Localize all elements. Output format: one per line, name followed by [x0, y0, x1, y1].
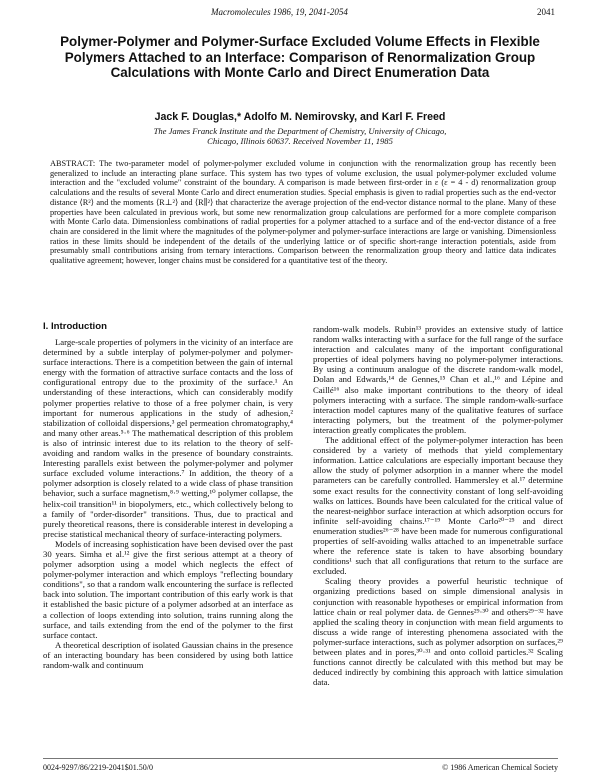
received-date: Received November 11, 1985 [292, 136, 393, 146]
page-number: 2041 [537, 7, 555, 17]
affiliation-city: Chicago, Illinois 60637. [207, 136, 291, 146]
paper-title: Polymer-Polymer and Polymer-Surface Excluded Volume Effects in Flexible Polymers Attached to an Interface: Comparison of Renormalization Group Calculations with Monte Carlo and Direct Enumeration Data [60, 34, 540, 80]
body-column-left [43, 337, 293, 670]
footer-rule [43, 758, 558, 759]
paragraph: A theoretical description of isolated Gaussian chains in the presence of an interacting boundary has been considered by using both lattice random-walk and continuum [43, 639, 293, 670]
paragraph: random-walk models. Rubin¹³ provides an extensive study of lattice random walks interacting with a surface for the full range of the surface interaction and calculates many of the important configurational properties of ideal polymers having no polymer-polymer interactions. By using a continuum analogue of the discrete random-walk model, Dolan and Edwards,¹⁴ de Gennes,¹⁵ Chan et al.,¹⁶ and Lépine and Caillé¹⁶ also make important contributions to the theory of ideal polymers interacting with a surface. The simple random-walk-surface interaction model captures many of the qualitative features of surface interacting polymers, but the treatment of the polymer-polymer interaction greatly complicates the problem. [313, 324, 563, 435]
footer-code: 0024-9297/86/2219-2041$01.50/0 [43, 763, 153, 772]
paragraph: The additional effect of the polymer-polymer interaction has been considered by a variety of methods that yield complementary information. Lattice calculations are especially important because they allow the study of polymer adsorption in a manner where the model parameters can be carefully controlled. Hammersley et al.¹⁷ determine some exact results for the connectivity constant of long self-avoiding walks on lattices. Bounds have been calculated for the critical value of the nearest-neighbor surface interaction at which adsorption occurs for infinite self-avoiding chains.¹⁷⁻¹⁹ Monte Carlo²⁰⁻²⁵ and direct enumeration studies²⁶⁻²⁸ have been made for numerous configurational properties of self-avoiding walks attached to an impenetrable surface where the reference state is taken to have absorbing boundary conditions¹ such that all configurations that return to the surface are excluded. [313, 435, 563, 577]
abstract-text: The two-parameter model of polymer-polymer excluded volume in conjunction with the renormalization group has recently been generalized to include an interacting plane surface. This system has two types of volume exclusion, the usual polymer-polymer excluded volume interaction and the "excluded volume" constraint of the boundary. A comparison is made between first-order in ε (ε = 4 - d) renormalization group calculations and the results of several Monte Carlo and direct enumeration studies. Special emphasis is given to radial properties such as the end-vector distance ⟨R²⟩ and the moments ⟨R⊥²⟩ and ⟨R∥²⟩ that characterize the average projection of the end-vector distance normal to the plane. Many of these properties have been calculated in previous work, but some new renormalization group calculations are performed for a more complete comparison with Monte Carlo data. Dimensionless combinations of radial properties for a polymer attached to a surface and of the end-vector distance of a free chain are considered in the limit where the magnitudes of the polymer-polymer and polymer-surface interactions are large or vanishing. Dimensionless ratios in these limits should be independent of the details of the underlying lattice or of specific short-range interaction potentials, aside from presumably small contributions arising from ternary interactions. Comparison between the renormalization group theory and lattice data indicates qualitative agreement; however, longer chains must be considered for a quantitative test of the theory. [50, 159, 556, 266]
affiliation-line-2 [0, 136, 600, 146]
footer [43, 763, 558, 772]
affiliation-line-1: The James Franck Institute and the Department of Chemistry, University of Chicago, [153, 126, 447, 136]
author-list: Jack F. Douglas,* Adolfo M. Nemirovsky, and Karl F. Freed [154, 111, 446, 123]
paragraph: Scaling theory provides a powerful heuristic technique of organizing predictions based on simple dimensional analysis in conjunction with reasonable hypotheses or empirical information from lattice chain or real polymer data. de Gennes²⁹·³⁰ and others²⁹⁻³² have applied the scaling theory in conjunction with mean field arguments to discuss a wide range of interesting phenomena associated with the polymer-surface interactions, such as polymer adsorption on surfaces,²⁹ between plates and in pores,³⁰·³¹ and onto colloid particles.³² Scaling functions cannot directly be calculated with this method but may be deduced indirectly by combining this approach with lattice simulation data. [313, 576, 563, 688]
journal-header: Macromolecules 1986, 19, 2041-2054 [211, 7, 348, 17]
abstract-label: ABSTRACT: [50, 159, 96, 168]
paragraph: Large-scale properties of polymers in the vicinity of an interface are determined by a subtle interplay of polymer-polymer and polymer-surface interactions. There is a competition between the gain of internal energy with the formation of attractive surface contacts and the loss of configurational entropy due to the proximity of the surface.¹ An understanding of these interactions, which can considerably modify polymer properties relative to those of a free polymer chain, is very important for numerous applications in the study of adhesion,² stabilization of colloidal dispersions,³ gel permeation chromatography,⁴ and many other areas.⁵·⁶ The mathematical description of this problem is also of intrinsic interest due to its relation to the theory of self-avoiding and random walks in the presence of boundary constraints. Interesting parallels exist between the polymer-polymer and polymer surface excluded volume interactions.⁷ In addition, the theory of a polymer adsorption is closely related to a wide class of phase transition behavior, such a surface magnetism,⁸·⁹ wetting,¹⁰ polymer collapse, the helix-coil transition¹¹ in biopolymers, etc., which collectively belong to a family of "order-disorder" transitions. Thus, due to practical and purely theoretical reasons, there is considerable interest in developing a precise statistical mechanical theory of surface-interacting polymers. [43, 337, 293, 539]
section-heading: I. Introduction [43, 321, 107, 332]
body-column-right [313, 324, 563, 687]
affiliation [0, 126, 600, 146]
footer-copyright: © 1986 American Chemical Society [442, 763, 558, 772]
abstract [50, 159, 556, 266]
paragraph: Models of increasing sophistication have been devised over the past 30 years. Simha et al.¹² give the first serious attempt at a theory of polymer adsorption using a model which neglects the effect of polymer-polymer interaction and which employs "reflecting boundary conditions", so that a random walk encountering the surface is reflected back into solution. The important contribution of this early work is that it established the basic picture of a polymer adsorbed at an interface as a collection of loops extending into solution, trains running along the surface, and tails extending from the end of the polymer to the first surface contact. [43, 538, 293, 640]
